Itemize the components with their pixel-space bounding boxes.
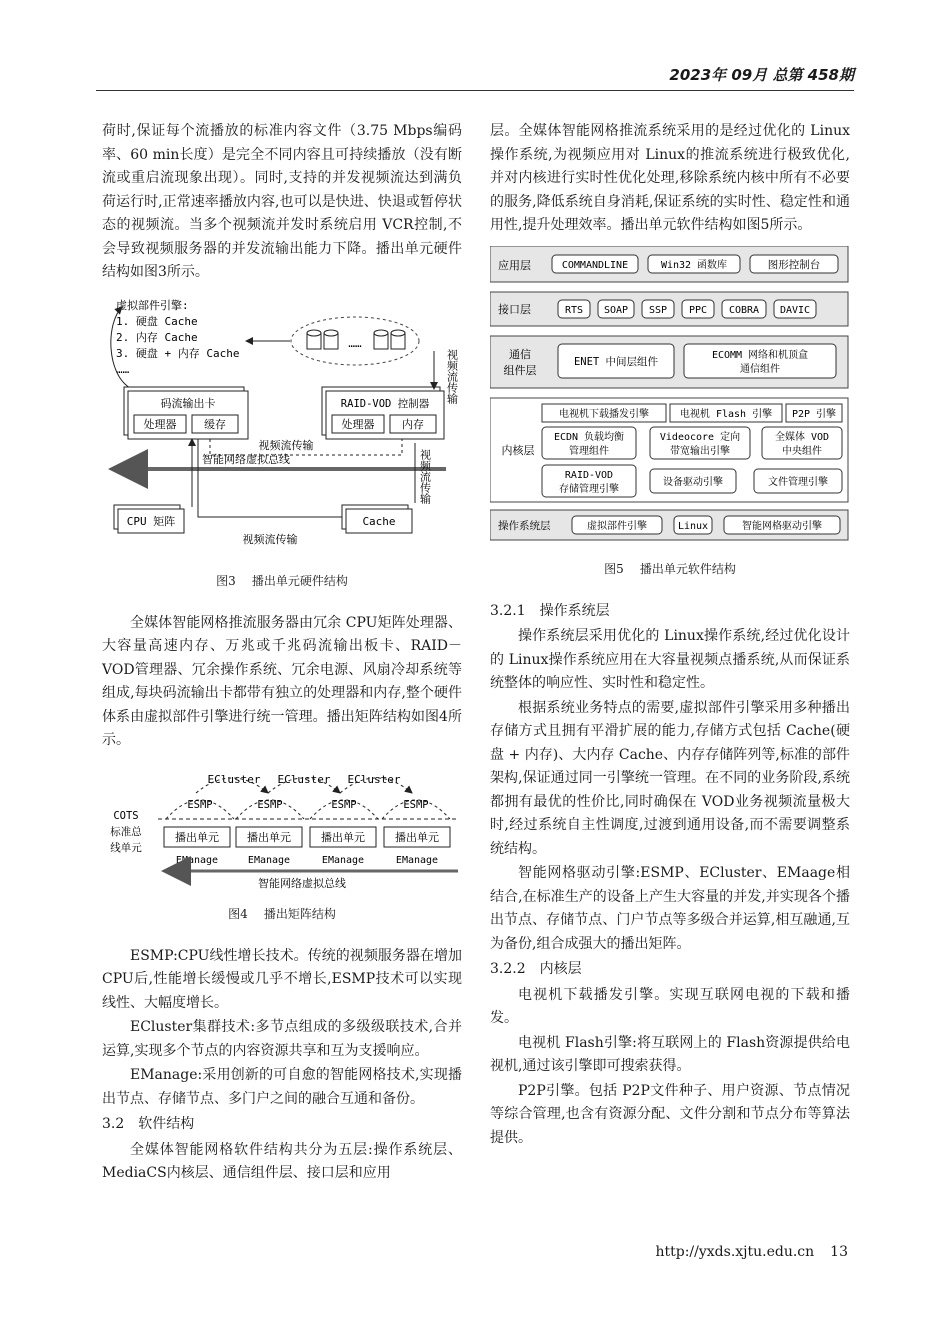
caption-text: 播出单元软件结构 [639, 562, 736, 576]
cache-label: Cache [362, 514, 396, 528]
app-item: COMMANDLINE [561, 259, 629, 271]
figure-3-caption [102, 570, 462, 594]
cots-label: 标准总 [110, 825, 142, 838]
figure-4 [102, 761, 462, 927]
section-number: 3.2.2 [490, 961, 526, 977]
page-footer [655, 1244, 848, 1260]
emanage-label: EManage [321, 854, 365, 866]
layer-label: 通信 [509, 347, 531, 361]
core-item: ECDN 负载均衡 [553, 431, 625, 443]
os-item: 智能网格驱动引擎 [742, 520, 822, 532]
engine-item: …… [116, 362, 130, 376]
figure-5-diagram [490, 246, 850, 546]
interface-item: COBRA [728, 304, 760, 316]
left-paragraph-2: 全媒体智能网格推流服务器由冗余 CPU矩阵处理器、大容量高速内存、万兆或千兆码流输出板卡、RAID－VOD管理器、冗余操作系统、冗余电源、风扇冷却系统等组成,每块码流输出卡都带有独立的处理器和内存,整个硬件体系由虚拟部件引擎进行统一管理。播出矩阵结构如图4所示。 [102, 614, 462, 748]
layer-label: 操作系统层 [498, 519, 551, 532]
figure-3-diagram [102, 293, 462, 558]
caption-text: 播出矩阵结构 [263, 907, 336, 921]
core-item: RAID-VOD [564, 469, 614, 481]
core-item: 电视机 Flash 引擎 [679, 408, 773, 420]
left-column [102, 120, 462, 1187]
journal-header: 2023年 09月 总第 458期 [669, 66, 854, 84]
caption-number: 图3 [216, 574, 236, 588]
os-item: Linux [677, 520, 709, 532]
emanage-label: EManage [395, 854, 439, 866]
card-processor-label: 处理器 [143, 417, 177, 431]
section-heading-3-2-2 [490, 958, 850, 982]
right-column [490, 120, 850, 1151]
left-paragraph-1: 荷时,保证每个流播放的标准内容文件（3.75 Mbps编码率、60 min长度）是完全不同内容且可持续播放（没有断流或重启流现象出现）。同时,支持的并发视频流达到满负荷运行时,正常速率播放内容,也可以是快进、快退或暂停状态的视频流。当多个视频流并发时系统启用 VCR控制,不会导致视频服务器的并发流输出能力下降。播出单元硬件结构如图3所示。 [102, 123, 462, 280]
esmp-label: ESMP [331, 798, 357, 811]
right-paragraph-7: P2P引擎。包括 P2P文件种子、用户资源、节点情况等综合管理,也含有资源分配、文件分割和节点分布等算法提供。 [490, 1082, 850, 1146]
interface-item: DAVIC [779, 304, 811, 316]
core-item: 文件管理引擎 [768, 476, 828, 488]
core-item: 中央组件 [782, 445, 822, 457]
right-paragraph-3: 根据系统业务特点的需要,虚拟部件引擎采用多种播出存储方式且拥有平滑扩展的能力,存储方式包括 Cache(硬盘 + 内存)、大内存 Cache、内存存储阵列等,标准的部件架构,保证通过同一引擎统一管理。在不同的业务阶段,系统都拥有最优的性价比,同时确保在 VOD业务视频流量极大时,经过系统自主性调度,过渡到通用设备,而不需要调整系统结构。 [490, 699, 850, 857]
cots-label: COTS [113, 809, 139, 822]
comm-enet: ENET 中间层组件 [573, 355, 659, 368]
layer-label: 组件层 [503, 363, 537, 377]
left-paragraph-3: ESMP:CPU线性增长技术。传统的视频服务器在增加 CPU后,性能增长缓慢或几乎不增长,ESMP技术可以实现线性、大幅度增长。 [102, 947, 462, 1011]
emanage-label: EManage [247, 854, 291, 866]
header-rule [96, 90, 854, 91]
stream-label-right-top: 视频流传输 [445, 348, 459, 404]
interface-item: RTS [564, 304, 584, 316]
unit-label: 播出单元 [175, 830, 219, 844]
core-item: P2P 引擎 [791, 408, 837, 420]
engine-title: 虚拟部件引擎: [116, 298, 189, 312]
app-item: Win32 函数库 [660, 259, 728, 271]
caption-text: 播出单元硬件结构 [251, 574, 348, 588]
section-heading-3-2 [102, 1113, 462, 1137]
figure-4-caption [102, 903, 462, 927]
right-paragraph-2: 操作系统层采用优化的 Linux操作系统,经过优化设计的 Linux操作系统应用在大容量视频点播系统,从而保证系统整体的响应性、实时性和稳定性。 [490, 628, 850, 691]
bus-label: 智能网络虚拟总线 [258, 876, 346, 890]
layer-label: 内核层 [501, 443, 535, 457]
stream-label-middle: 视频流传输 [258, 438, 314, 452]
figure-5-caption [490, 558, 850, 582]
caption-number: 图5 [604, 562, 624, 576]
ecluster-label: ECluster [347, 772, 401, 786]
card-title: 码流输出卡 [160, 396, 216, 410]
app-item: 图形控制台 [767, 258, 821, 271]
card-cache-label: 缓存 [204, 417, 226, 431]
core-item: 存储管理引擎 [559, 483, 619, 495]
emanage-label: EManage [175, 854, 219, 866]
bus-label: 智能网络虚拟总线 [202, 452, 290, 466]
comm-ecomm: 通信组件 [740, 363, 780, 375]
core-item: Videocore 定向 [659, 431, 741, 443]
left-paragraph-6: 全媒体智能网格软件结构共分为五层:操作系统层、MediaCS内核层、通信组件层、接口层和应用 [102, 1141, 462, 1181]
interface-item: PPC [688, 304, 708, 316]
unit-label: 播出单元 [321, 830, 365, 844]
right-paragraph-4: 智能网格驱动引擎:ESMP、ECluster、EMaage相结合,在标准生产的设备上产生大容量的并发,并实现各个播出节点、存储节点、门户节点等多级合并运算,相互融通,互为备份,组合成强大的播出矩阵。 [490, 865, 850, 952]
esmp-label: ESMP [257, 798, 283, 811]
cots-label: 线单元 [110, 841, 142, 854]
page-number: 13 [830, 1244, 848, 1260]
unit-label: 播出单元 [395, 830, 439, 844]
comm-ecomm: ECOMM 网络和机顶盒 [711, 349, 809, 361]
ecluster-label: ECluster [277, 772, 331, 786]
esmp-label: ESMP [403, 798, 429, 811]
raid-memory-label: 内存 [402, 417, 424, 431]
os-item: 虚拟部件引擎 [587, 520, 647, 532]
footer-url: http://yxds.xjtu.edu.cn [655, 1244, 815, 1260]
interface-item: SOAP [603, 304, 629, 316]
caption-number: 图4 [228, 907, 248, 921]
core-item: 管理组件 [569, 445, 609, 457]
section-number: 3.2 [102, 1116, 125, 1132]
section-title: 操作系统层 [539, 602, 610, 619]
core-item: 电视机下载播发引擎 [559, 408, 649, 420]
engine-item: 3. 硬盘 + 内存 Cache [116, 346, 240, 360]
section-title: 软件结构 [138, 1116, 195, 1132]
right-paragraph-6: 电视机 Flash引擎:将互联网上的 Flash资源提供给电视机,通过该引擎即可搜索获得。 [490, 1034, 850, 1074]
unit-label: 播出单元 [247, 830, 291, 844]
ecluster-label: ECluster [207, 772, 261, 786]
left-paragraph-5: EManage:采用创新的可自愈的智能网格技术,实现播出节点、存储节点、多门户之间的融合互通和备份。 [102, 1067, 462, 1107]
figure-5 [490, 246, 850, 582]
section-number: 3.2.1 [490, 602, 526, 619]
engine-item: 1. 硬盘 Cache [116, 314, 198, 328]
cpu-label: CPU 矩阵 [126, 514, 176, 528]
engine-item: 2. 内存 Cache [116, 330, 198, 344]
figure-4-diagram [102, 761, 462, 891]
raid-title: RAID-VOD 控制器 [340, 397, 430, 410]
section-title: 内核层 [539, 961, 582, 977]
section-heading-3-2-1 [490, 600, 850, 624]
esmp-label: ESMP [187, 798, 213, 811]
stream-label-right-mid: 视频流传输 [418, 448, 432, 504]
layer-label: 接口层 [498, 302, 531, 316]
core-item: 带宽输出引擎 [670, 445, 730, 457]
right-paragraph-5: 电视机下载播发引擎。实现互联网电视的下载和播发。 [490, 986, 850, 1026]
cloud-dots: …… [348, 336, 362, 350]
left-paragraph-4: ECluster集群技术:多节点组成的多级级联技术,合并运算,实现多个节点的内容资源共享和互为支援响应。 [102, 1019, 462, 1059]
core-item: 设备驱动引擎 [663, 476, 723, 488]
interface-item: SSP [648, 304, 668, 316]
layer-label: 应用层 [498, 258, 531, 272]
right-paragraph-1: 层。全媒体智能网格推流系统采用的是经过优化的 Linux操作系统,为视频应用对 Linux的推流系统进行极致优化,并对内核进行实时性优化处理,移除系统内核中所有不必要的服务,降低系统自身消耗,保证系统的实时性、稳定性和通用性,提升处理效率。播出单元软件结构如图5所示。 [490, 123, 850, 233]
stream-label-bottom: 视频流传输 [242, 532, 298, 546]
raid-processor-label: 处理器 [341, 417, 375, 431]
core-item: 全媒体 VOD [774, 431, 830, 443]
figure-3 [102, 293, 462, 594]
